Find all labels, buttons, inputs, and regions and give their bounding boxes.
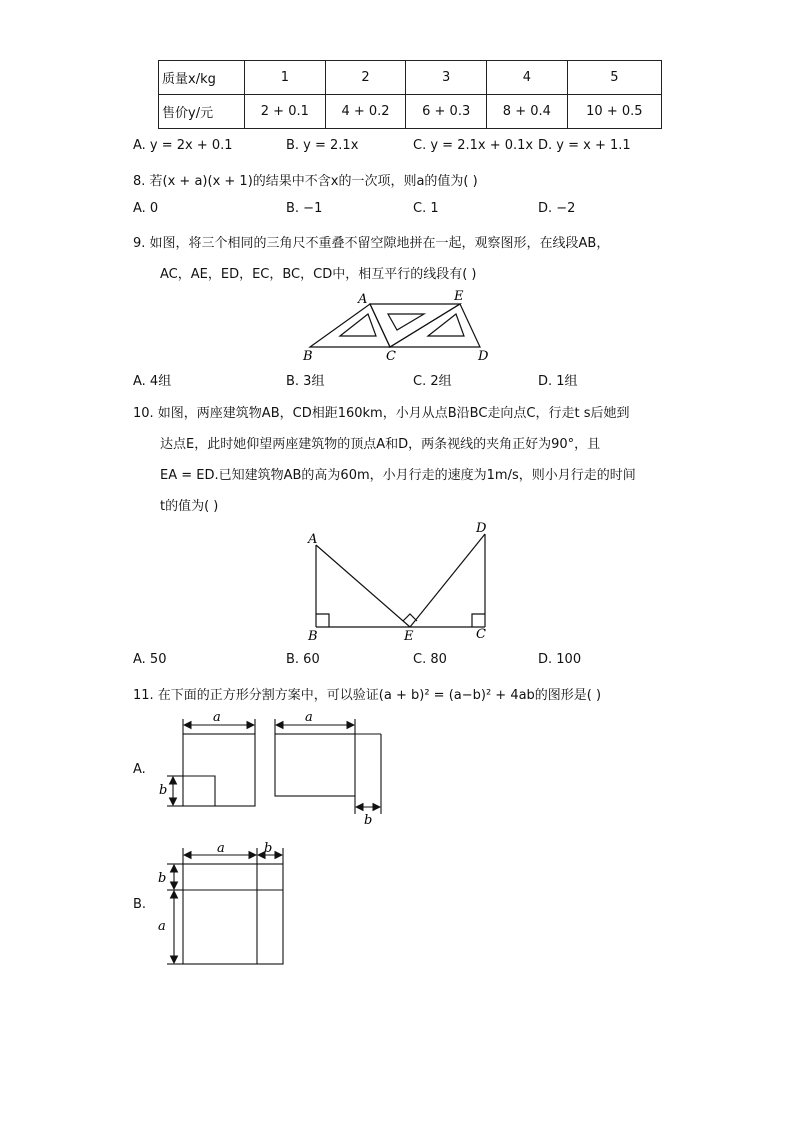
q8-text: 8. 若(x + a)(x + 1)的结果中不含x的一次项，则a的值为( ) [133, 174, 478, 189]
label-c: C [476, 627, 486, 642]
q9-text-line1: 9. 如图，将三个相同的三角尺不重叠不留空隙地拼在一起，观察图形，在线段AB， [133, 236, 610, 251]
label-a: A [308, 532, 318, 547]
table-cell: 质量x/kg [159, 61, 245, 95]
label-a: a [217, 841, 225, 856]
q10-option-b[interactable]: B. 60 [286, 652, 320, 667]
q9-option-a[interactable]: A. 4组 [133, 374, 172, 389]
q10-text-line3: EA = ED.已知建筑物AB的高为60m，小月行走的速度为1m/s，则小月行走的时间 [160, 468, 636, 483]
label-d: D [478, 349, 489, 364]
q10-option-a[interactable]: A. 50 [133, 652, 167, 667]
label-a: a [213, 710, 221, 725]
table-cell: 4 [487, 61, 568, 95]
q10-option-c[interactable]: C. 80 [413, 652, 447, 667]
q7-option-a[interactable]: A. y = 2x + 0.1 [133, 138, 233, 153]
label-d: D [476, 521, 487, 536]
q9-text-line2: AC，AE，ED，EC，BC，CD中，相互平行的线段有( ) [160, 267, 477, 282]
label-b: b [158, 871, 167, 886]
label-e: E [454, 289, 464, 304]
square-diagram-b [155, 838, 295, 968]
label-b: b [159, 783, 168, 798]
label-a: a [305, 710, 313, 725]
label-b: B [308, 629, 318, 644]
table-row [159, 61, 662, 95]
q8-option-d[interactable]: D. −2 [538, 201, 576, 216]
label-b: b [364, 813, 373, 828]
table-cell: 3 [406, 61, 487, 95]
label-b: B [303, 349, 313, 364]
label-b: b [264, 841, 273, 856]
q10-option-d[interactable]: D. 100 [538, 652, 582, 667]
table-cell: 4 + 0.2 [325, 95, 406, 129]
label-e: E [404, 629, 414, 644]
q7-option-d[interactable]: D. y = x + 1.1 [538, 138, 631, 153]
q7-option-b[interactable]: B. y = 2.1x [286, 138, 359, 153]
q11-option-a[interactable]: A. [133, 762, 146, 777]
buildings-figure [300, 518, 500, 644]
q10-text-line4: t的值为( ) [160, 499, 219, 514]
q10-text-line2: 达点E，此时她仰望两座建筑物的顶点A和D，两条视线的夹角正好为90°，且 [160, 437, 601, 452]
table-cell: 2 [325, 61, 406, 95]
table-row [159, 95, 662, 129]
q10-text-line1: 10. 如图，两座建筑物AB，CD相距160km，小月从点B沿BC走向点C，行走t s后她到 [133, 406, 630, 421]
q11-option-b[interactable]: B. [133, 897, 147, 912]
square-diagram-a [155, 706, 395, 830]
q8-option-b[interactable]: B. −1 [286, 201, 323, 216]
table-cell: 6 + 0.3 [406, 95, 487, 129]
q8-option-a[interactable]: A. 0 [133, 201, 159, 216]
table-cell: 8 + 0.4 [487, 95, 568, 129]
label-a: A [358, 292, 368, 307]
table-cell: 2 + 0.1 [245, 95, 326, 129]
table-cell: 5 [567, 61, 661, 95]
table-cell: 10 + 0.5 [567, 95, 661, 129]
label-a: a [158, 919, 166, 934]
price-table [158, 60, 662, 129]
q9-option-d[interactable]: D. 1组 [538, 374, 578, 389]
q11-text: 11. 在下面的正方形分割方案中，可以验证(a + b)² = (a−b)² + 4ab的图形是( ) [133, 688, 602, 703]
table-cell: 售价y/元 [159, 95, 245, 129]
table-cell: 1 [245, 61, 326, 95]
q9-option-b[interactable]: B. 3组 [286, 374, 325, 389]
triangles-figure [300, 286, 500, 364]
q7-option-c[interactable]: C. y = 2.1x + 0.1x [413, 138, 534, 153]
q8-option-c[interactable]: C. 1 [413, 201, 439, 216]
label-c: C [386, 349, 396, 364]
q9-option-c[interactable]: C. 2组 [413, 374, 452, 389]
